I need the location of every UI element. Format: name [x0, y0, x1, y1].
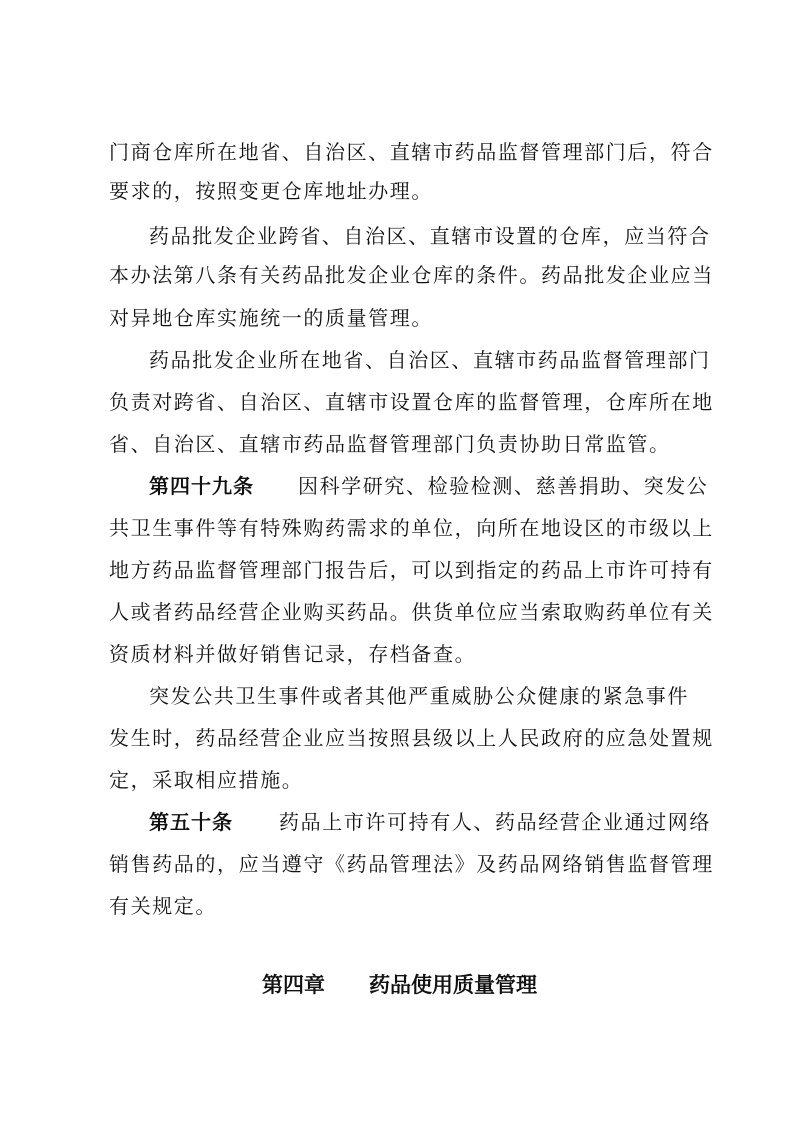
chapter-number: 第四章	[262, 973, 325, 997]
text-line: 定，采取相应措施。	[109, 768, 304, 792]
text-line: 负责对跨省、自治区、直辖市设置仓库的监督管理，仓库所在地	[109, 390, 714, 414]
text-line: 药品批发企业所在地省、自治区、直辖市药品监督管理部门	[149, 348, 711, 372]
text-line: 有关规定。	[109, 894, 217, 918]
article-first-line	[149, 808, 749, 836]
text-line: 因科学研究、检验检测、慈善捐助、突发公	[298, 474, 709, 498]
chapter-heading	[262, 970, 537, 1000]
text-line: 人或者药品经营企业购买药品。供货单位应当索取购药单位有关	[109, 600, 714, 624]
text-line: 要求的，按照变更仓库地址办理。	[109, 179, 433, 203]
text-line: 本办法第八条有关药品批发企业仓库的条件。药品批发企业应当	[109, 263, 714, 287]
article-number: 第四十九条	[149, 474, 254, 498]
text-line: 资质材料并做好销售记录，存档备查。	[109, 642, 477, 666]
text-line: 销售药品的，应当遵守《药品管理法》及药品网络销售监督管理	[109, 852, 714, 876]
text-line: 突发公共卫生事件或者其他严重威胁公众健康的紧急事件	[149, 684, 689, 708]
article-number: 第五十条	[149, 810, 233, 834]
text-line: 发生时，药品经营企业应当按照县级以上人民政府的应急处置规	[109, 726, 714, 750]
article-first-line	[149, 472, 749, 500]
text-line: 药品上市许可持有人、药品经营企业通过网络	[279, 810, 711, 834]
text-line: 门商仓库所在地省、自治区、直辖市药品监督管理部门后，符合	[109, 140, 714, 164]
text-line: 药品批发企业跨省、自治区、直辖市设置的仓库，应当符合	[149, 224, 711, 248]
text-line: 省、自治区、直辖市药品监督管理部门负责协助日常监管。	[109, 432, 671, 456]
text-line: 地方药品监督管理部门报告后，可以到指定的药品上市许可持有	[109, 558, 714, 582]
text-line: 共卫生事件等有特殊购药需求的单位，向所在地设区的市级以上	[109, 516, 714, 540]
text-line: 对异地仓库实施统一的质量管理。	[109, 306, 433, 330]
chapter-title: 药品使用质量管理	[369, 973, 537, 997]
